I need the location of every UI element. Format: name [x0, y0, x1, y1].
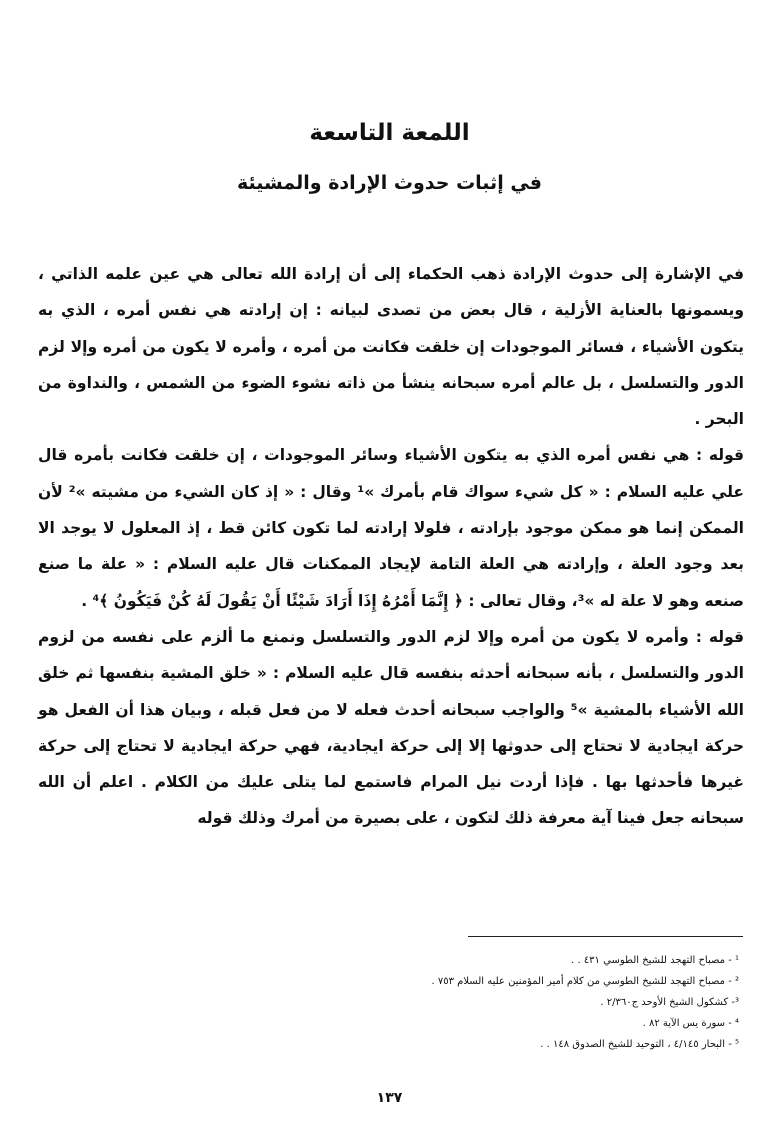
- footnote-2: ² - مصباح التهجد للشيخ الطوسي من كلام أمير المؤمنين عليه السلام ٧٥٣ .: [431, 976, 739, 987]
- body-text: [38, 256, 744, 837]
- page-number: ١٣٧: [376, 1090, 403, 1106]
- footnote-4: ⁴ - سورة يس الآية ٨٢ .: [642, 1018, 739, 1029]
- footnote-5: ⁵ - البحار ٤/١٤٥ ، التوحيد للشيخ الصدوق ١٤٨ . .: [540, 1039, 739, 1050]
- page-subtitle: في إثبات حدوث الإرادة والمشيئة: [237, 172, 542, 194]
- footnotes: [339, 950, 739, 1055]
- paragraph-3: قوله : وأمره لا يكون من أمره وإلا لزم الدور والتسلسل ونمنع ما ألزم على نفسه من لزوم الدور والتسلسل ، بأنه سبحانه أحدثه بنفسه قال عليه السلام : « خلق المشية بنفسها ثم خلق الله الأشياء بالمشية »⁵ والواجب سبحانه أحدث فعله لا من فعل قبله ، وبيان هذا أن الفعل هو حركة ايجادية لا تحتاج إلى حدوثها إلا إلى حركة ايجادية، فهي حركة ايجادية لا تحتاج إلى حركة غيرها فأحدثها بها . فإذا أردت نيل المرام فاستمع لما يتلى عليك من الكلام . اعلم أن الله سبحانه جعل فينا آية معرفة ذلك لتكون ، على بصيرة من أمرك وذلك قوله: [38, 627, 744, 828]
- paragraph-1: في الإشارة إلى حدوث الإرادة ذهب الحكماء إلى أن إرادة الله تعالى هي عين علمه الذاتي ، ويسمونها بالعناية الأزلية ، قال بعض من تصدى لبيانه : إن إرادته هي نفس أمره ، الذي به يتكون الأشياء ، فسائر الموجودات إن خلقت فكانت من أمره ، وأمره لا يكون من أمره وإلا لزم الدور والتسلسل ، بل عالم أمره سبحانه ينشأ من ذاته نشوء الضوء من الشمس ، والنداوة من البحر .: [38, 265, 744, 429]
- page-title: اللمعة التاسعة: [309, 120, 470, 146]
- footnote-divider: [468, 936, 743, 937]
- footnote-1: ¹ - مصباح التهجد للشيخ الطوسي ٤٣١ . .: [571, 955, 739, 966]
- paragraph-2: قوله : هي نفس أمره الذي به يتكون الأشياء وسائر الموجودات ، إن خلقت فكانت بأمره قال علي عليه السلام : « كل شيء سواك قام بأمرك »¹ وقال : « إذ كان الشيء من مشيته »² لأن الممكن إنما هو ممكن موجود بإرادته ، فلولا إرادته لما تكون كائن قط ، إذ المعلول لا يوجد الا بعد وجود العلة ، وإرادته هي العلة التامة لإيجاد الممكنات قال عليه السلام : « علة ما صنع صنعه وهو لا علة له »³، وقال تعالى : ﴿ إِنَّمَا أَمْرُهُ إِذَا أَرَادَ شَيْئًا أَنْ يَقُولَ لَهُ كُنْ فَيَكُونُ ﴾⁴ .: [38, 446, 744, 610]
- footnote-3: ³- كشكول الشيخ الأوحد ج٢/٣٦٠ .: [600, 997, 739, 1008]
